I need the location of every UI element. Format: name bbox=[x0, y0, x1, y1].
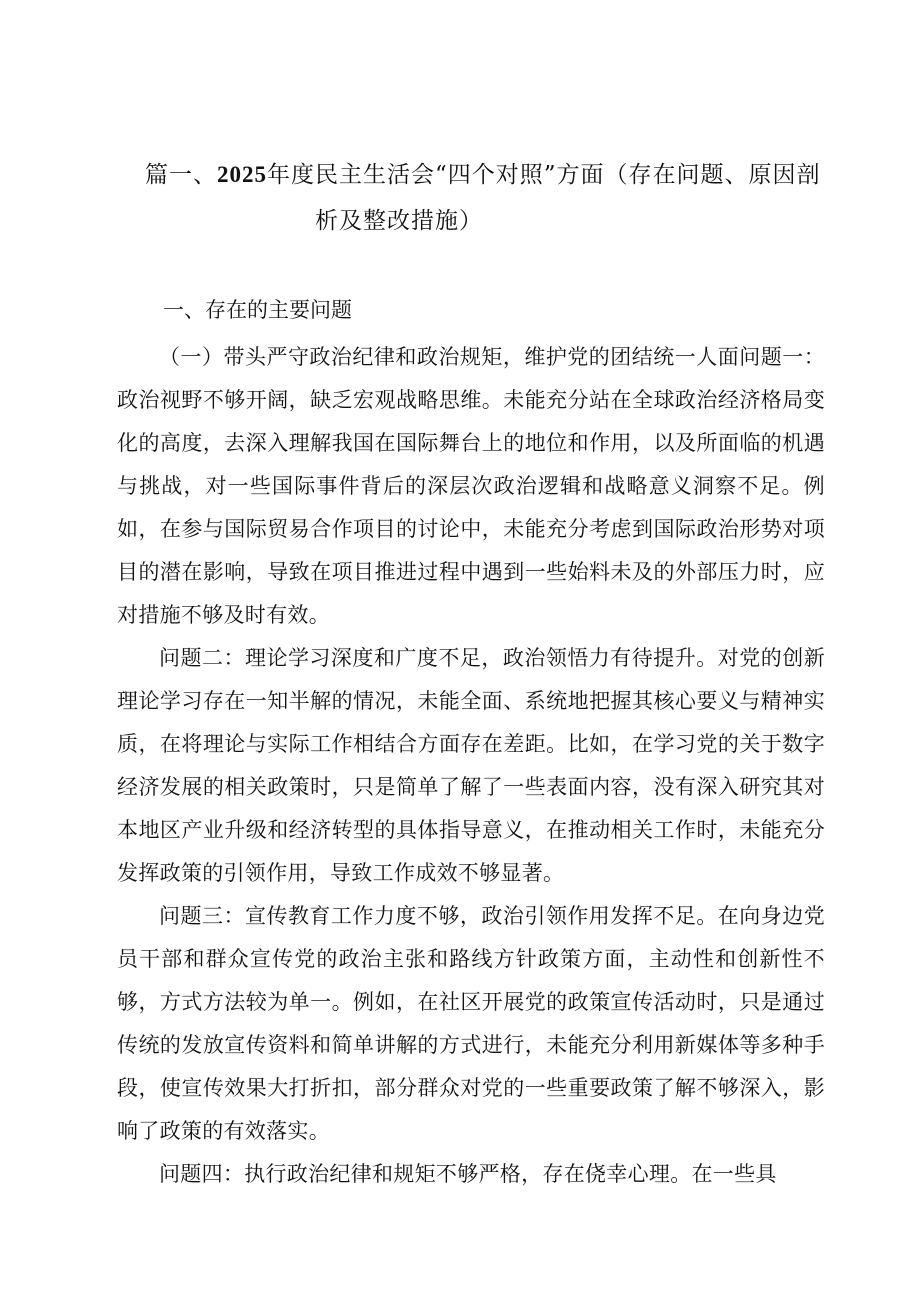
title-line1-suffix: 年度民主生活会“四个对照”方面（存在问题、原因剖 bbox=[267, 162, 821, 188]
title-year: 2025 bbox=[217, 162, 267, 187]
paragraph-2: 问题二：理论学习深度和广度不足，政治领悟力有待提升。对党的创新理论学习存在一知半解的情况，未能全面、系统地把握其核心要义与精神实质，在将理论与实际工作相结合方面存在差距。比如，在学习党的关于数字经济发展的相关政策时，只是简单了解了一些表面内容，没有深入研究其对本地区产业升级和经济转型的具体指导意义，在推动相关工作时，未能充分发挥政策的引领作用，导致工作成效不够显著。 bbox=[117, 646, 825, 885]
title-prefix: 篇一、 bbox=[145, 162, 217, 188]
title-line2: 析及整改措施） bbox=[315, 208, 483, 234]
paragraph-3: 问题三：宣传教育工作力度不够，政治引领作用发挥不足。在向身边党员干部和群众宣传党的政治主张和路线方针政策方面，主动性和创新性不够，方式方法较为单一。例如，在社区开展党的政策宣传活动时，只是通过传统的发放宣传资料和简单讲解的方式进行，未能充分利用新媒体等多种手段，使宣传效果大打折扣，部分群众对党的一些重要政策了解不够深入，影响了政策的有效落实。 bbox=[117, 904, 825, 1143]
paragraph-1: （一）带头严守政治纪律和政治规矩，维护党的团结统一人面问题一：政治视野不够开阔，缺乏宏观战略思维。未能充分站在全球政治经济格局变化的高度，去深入理解我国在国际舞台上的地位和作用，以及所面临的机遇与挑战，对一些国际事件背后的深层次政治逻辑和战略意义洞察不足。例如，在参与国际贸易合作项目的讨论中，未能充分考虑到国际政治形势对项目的潜在影响，导致在项目推进过程中遇到一些始料未及的外部压力时，应对措施不够及时有效。 bbox=[117, 345, 825, 627]
section-heading: 一、存在的主要问题 bbox=[163, 298, 352, 322]
document-body bbox=[117, 336, 825, 1196]
paragraph-4: 问题四：执行政治纪律和规矩不够严格，存在侥幸心理。在一些具 bbox=[159, 1162, 777, 1186]
document-title bbox=[145, 152, 845, 244]
